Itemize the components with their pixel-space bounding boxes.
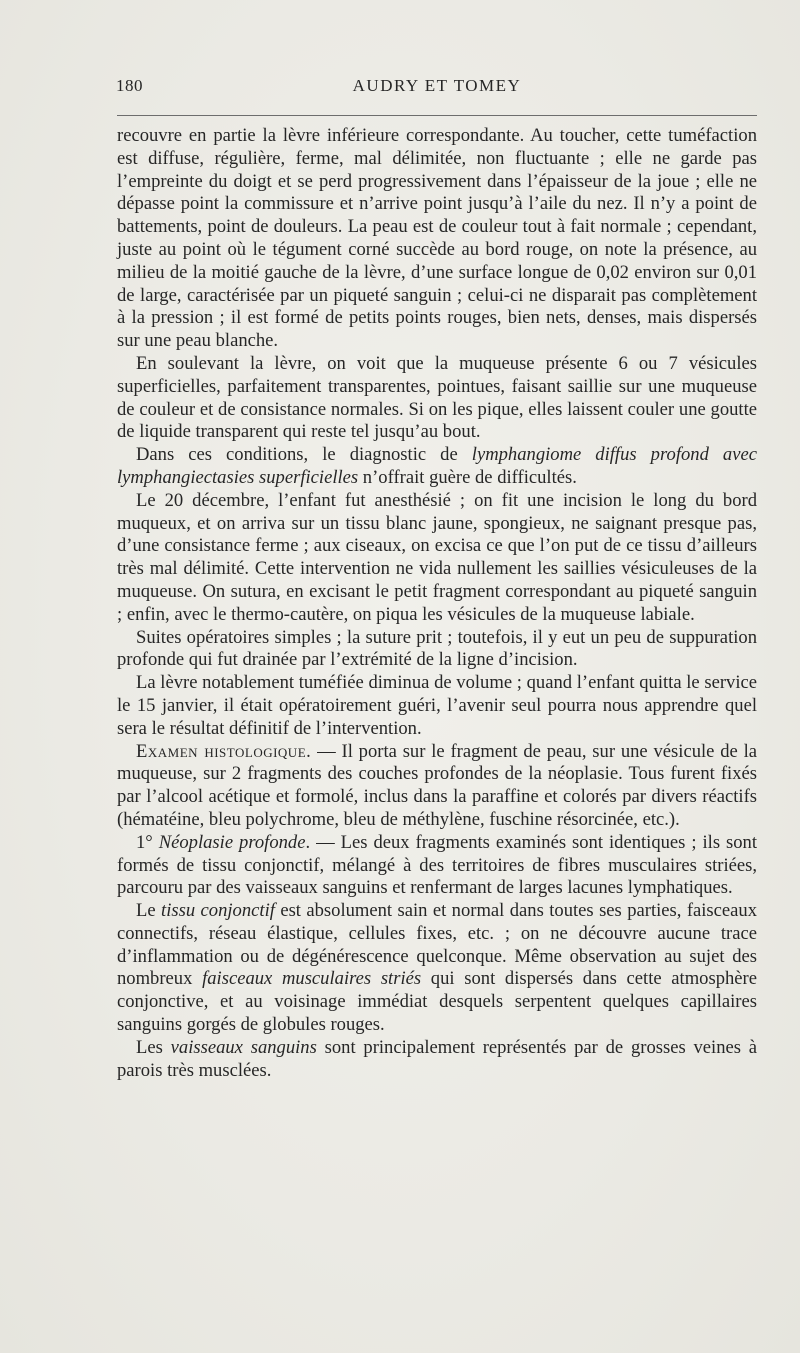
- text-run: Le: [136, 900, 162, 922]
- text-run: 1°: [136, 831, 159, 853]
- text-run: Suites opératoires simples ; la suture prit ; toutefois, il y eut un peu de suppuration profonde qui fut drainée par l’extrémité de la ligne d’incision.: [117, 626, 757, 671]
- paragraph: [117, 125, 757, 353]
- text-run: En soulevant la lèvre, on voit que la muqueuse présente 6 ou 7 vésicules superficielles, parfaitement transparentes, pointues, faisant saillie sur une muqueuse de couleur et de consistance normales. Si on les pique, elles laissent couler une goutte de liquide transparent qui reste tel jusqu’au bout.: [117, 352, 757, 443]
- page-number: 180: [116, 76, 143, 95]
- paragraph: [117, 444, 757, 490]
- text-run: n’offrait guère de difficultés.: [358, 466, 577, 488]
- body-text: [117, 125, 757, 1082]
- paragraph: [117, 490, 757, 627]
- section-heading: Examen histologique.: [136, 740, 312, 762]
- header-rule: [117, 115, 757, 116]
- paragraph: [117, 627, 757, 673]
- text-run: est absolument sain et normal dans toutes ses parties, faisceaux connectifs, réseau élastique, cellules fixes, etc. ; on ne découvre aucune trace d’inflammation ou de dégénérescence quelconque. Même observation au sujet des nombreux: [117, 900, 758, 990]
- running-title: AUDRY ET TOMEY: [352, 76, 522, 95]
- text-run: Les: [136, 1036, 171, 1058]
- italic-phrase: faisceaux musculaires striés: [202, 968, 422, 990]
- text-run: recouvre en partie la lèvre inférieure correspondante. Au toucher, cette tuméfaction est diffuse, régulière, ferme, mal délimitée, non fluctuante ; elle ne garde pas l’empreinte du doigt et se perd progressivement dans l’épaisseur de la joue ; elle ne dépasse point la commissure et n’arrive point jusqu’à l’aile du nez. Il n’y a point de battements, point de douleurs. La peau est de couleur tout à fait normale ; cependant, juste au point où le tégument corné succède au bord rouge, on note la présence, au milieu de la moitié gauche de la lèvre, d’une surface longue de 0,02 environ sur 0,01 de large, caractérisée par un piqueté sanguin ; celui-ci ne disparait pas complètement à la pression ; il est formé de petits points rouges, bien nets, denses, mais dispersés sur une peau blanche.: [117, 125, 757, 352]
- paragraph: [117, 741, 757, 832]
- italic-phrase: vaisseaux sanguins: [170, 1036, 317, 1058]
- text-run: qui sont dispersés dans cette atmosphère conjonctive, et au voisinage immédiat desquels serpentent quelques capillaires sanguins gorgés de globules rouges.: [117, 968, 757, 1036]
- italic-phrase: Néoplasie profonde: [158, 831, 306, 853]
- paragraph: [117, 832, 757, 900]
- text-run: sont principalement représentés par de grosses veines à parois très musclées.: [117, 1036, 758, 1081]
- italic-phrase: tissu conjonctif: [161, 900, 275, 922]
- italic-phrase: lymphangiome diffus profond avec lymphangiectasies superficielles: [117, 444, 757, 488]
- text-run: Dans ces conditions, le diagnostic de: [136, 444, 472, 466]
- paragraph: [117, 900, 757, 1037]
- text-run: — Il porta sur le fragment de peau, sur une vésicule de la muqueuse, sur 2 fragments des couches profondes de la néoplasie. Tous furent fixés par l’alcool acétique et formolé, inclus dans la paraffine et colorés par divers réactifs (hématéine, bleu polychrome, bleu de méthylène, fuschine résorcinée, etc.).: [117, 740, 757, 830]
- paragraph: [117, 1037, 757, 1083]
- page-header: [116, 76, 758, 102]
- text-run: La lèvre notablement tuméfiée diminua de volume ; quand l’enfant quitta le service le 15 janvier, il était opératoirement guéri, l’avenir seul pourra nous apprendre quel sera le résultat définitif de l’intervention.: [117, 672, 757, 739]
- text-run: . — Les deux fragments examinés sont identiques ; ils sont formés de tissu conjonctif, mélangé à des territoires de fibres musculaires striées, parcouru par des vaisseaux sanguins et renfermant de larges lacunes lymphatiques.: [117, 831, 758, 899]
- text-run: Le 20 décembre, l’enfant fut anesthésié ; on fit une incision le long du bord muqueux, et on arriva sur un tissu blanc jaune, spongieux, ne saignant presque pas, d’une consistance ferme ; aux ciseaux, on excisa ce que l’on put de ce tissu d’ailleurs très mal délimité. Cette intervention ne vida nullement les saillies vésiculeuses de la muqueuse. On sutura, en excisant le petit fragment correspondant au piqueté sanguin ; enfin, avec le thermo-cautère, on piqua les vésicules de la muqueuse labiale.: [117, 489, 757, 625]
- paragraph: [117, 672, 757, 740]
- paragraph: [117, 353, 757, 444]
